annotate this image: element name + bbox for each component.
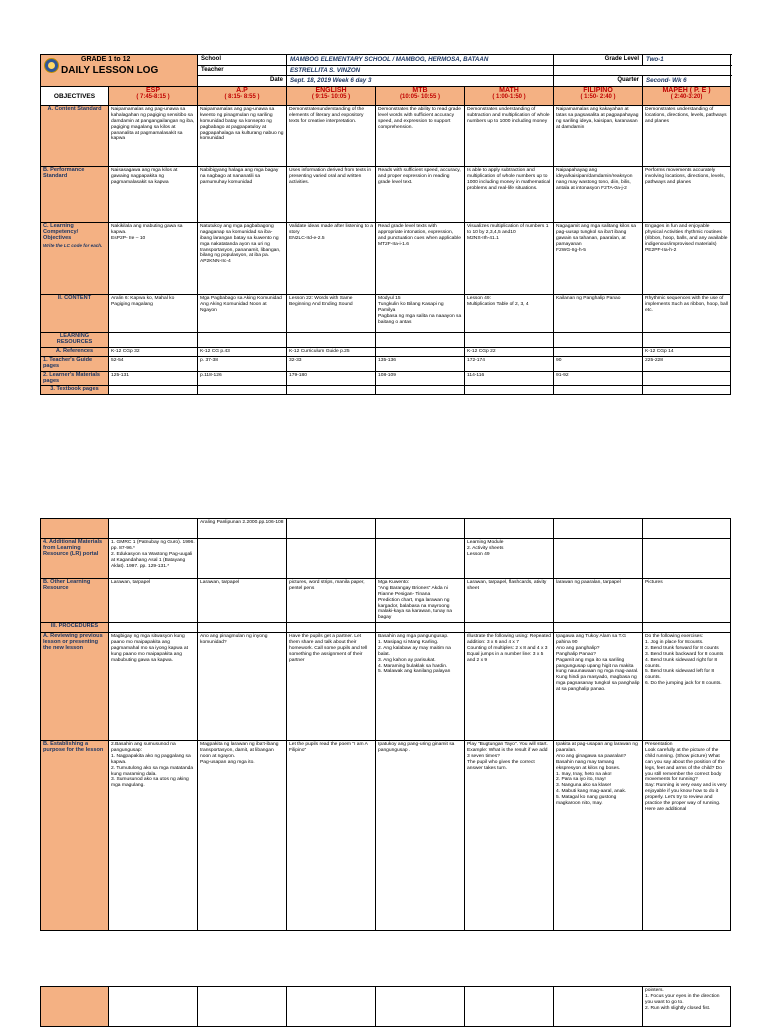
row-label (41, 295, 109, 333)
lesson-cell: 179-180 (287, 371, 376, 386)
lesson-cell: Ipakita at pag-usapan ang larawan ng paaralan. Ano ang ginagawa sa paaralan? Basahin nang may tamang ekspresyon at kilos ng boses. 1. Inay, Inay, heto na ako! 2. Para sa iyo ito, Inay! 3. Nanguna ako sa klase! 4. Mabuti kang mag-aaral, anak. 5. Matagal ko nang gustong magkaroon nito, Inay. (554, 741, 643, 931)
lesson-cell: Naipamamalas ang pag-unawa sa kahalagahan ng pagiging sensitibo sa damdamin at pangangailangan ng iba, pagiging magalang sa kilos at pananalita at pagmamalasakit sa kapwa (109, 106, 198, 167)
lesson-cell (109, 987, 198, 1027)
lesson-cell: Magpakita ng larawan ng iba't-ibang transportasyon, damit, at libangan noon at ngayon. Pag-usapan ang mga ito. (198, 741, 287, 931)
title-block (41, 55, 198, 87)
lesson-cell: Do the following exercises: 1. Jog in place for 8counts. 2. Bend trunk forward for 8 counts 3. Bend trunk backward for 8 counts 4. Bend trunk sideward right for 8 counts. 5. Bend trunk sideward left for 8 counts. 6. Do the jumping jack for 8 counts. (643, 633, 731, 741)
subject-header-filipino: FILIPINO ( 1:50- 2:40 ) (554, 87, 643, 106)
row-label (41, 371, 109, 386)
lesson-cell: Rhythmic sequences with the use of implements Such as ribbon, hoop, ball etc. (643, 295, 731, 333)
lesson-cell: Modyul 15 Tungkulin ko Bilang Kasapi ng Pamilya Pagbasa ng mga salita na naaayon sa baitang o antas (376, 295, 465, 333)
page1-row (41, 386, 731, 395)
lesson-cell (109, 519, 198, 539)
lesson-cell: Naipamamalas ang kakayahan at tatas sa pagsasalita at pagpapahayag ng sariling ideya, kaisipan, karanasan at damdamin (554, 106, 643, 167)
lesson-cell (109, 623, 198, 633)
lesson-cell (554, 623, 643, 633)
row-label (41, 223, 109, 295)
lesson-cell: Validate ideas made after listening to a story EN2LC-IId-e-2.5 (287, 223, 376, 295)
lesson-cell: Larawan, tarpapel (198, 579, 287, 623)
lesson-cell: Nakikilala ang mabuting gawa sa kapwa. EsP2P- IIe – 10 (109, 223, 198, 295)
row-label (41, 623, 109, 633)
grade-level-value: Two-1 (643, 55, 731, 66)
lesson-cell: K-12 CGp 22 (465, 348, 554, 357)
page2-row (41, 519, 731, 539)
subject-header-ap: A.P ( 8:15- 8:55 ) (198, 87, 287, 106)
row-label (41, 741, 109, 931)
lesson-cell (465, 386, 554, 395)
row-label-text: B. Other Learning Resource (43, 579, 91, 591)
row-label-text: 2. Learner's Materials pages (43, 371, 100, 384)
grade-range: GRADE 1 to 12 (81, 56, 131, 63)
row-label (41, 579, 109, 623)
lesson-cell: 1. GMRC 1 (Patnubay ng Guro). 1996. pp. 87-96.* 2. Edukasyon sa Wastong Pag-uugali at Kagandahang Asal 1 (Batayang Aklat). 1997. pp. 129-131.* (109, 539, 198, 579)
page-title: DAILY LESSON LOG (61, 65, 159, 76)
lesson-cell: 91-92 (554, 371, 643, 386)
row-label-text: A. Reviewing previous lesson or presenting the new lesson (43, 633, 103, 651)
lesson-cell: p.118-126 (198, 371, 287, 386)
lesson-log-table-page-1 (40, 54, 731, 395)
row-label-text: B. Performance Standard (43, 167, 85, 179)
lesson-cell (376, 623, 465, 633)
lesson-cell (376, 987, 465, 1027)
lesson-cell (198, 987, 287, 1027)
lesson-cell: K-12 CGp 32 (109, 348, 198, 357)
row-label (41, 167, 109, 223)
lesson-cell: 2.Basahin ang sumusunod na pangungusap: 1. Nagpapakita ako ng paggalang sa kapwa. 2. Tumutulong ako sa mga matatanda kung maraming dala. 3. Sumusunod ako sa utos ng aking mga magulang. (109, 741, 198, 931)
lesson-cell: pointers. 1. Focus your eyes in the direction you want to go to. 2. Run with slightly closed fist. (643, 987, 731, 1027)
page2-row (41, 633, 731, 741)
row-sublabel: Write the LC code for each. (43, 242, 103, 248)
lesson-cell: Let the pupils read the poem "I am A Filipino" (287, 741, 376, 931)
lesson-cell: Kailanan ng Panghalip Panao (554, 295, 643, 333)
lesson-cell: K-12 Curriculum Guide p.25 (287, 348, 376, 357)
lesson-cell: Ipatukoy ang pang-uring ginamit sa pangungusap . (376, 741, 465, 931)
page1-row (41, 295, 731, 333)
lesson-log-table-page-3 (40, 986, 731, 1027)
lesson-cell (287, 539, 376, 579)
lesson-cell (643, 623, 731, 633)
lesson-cell: 125-131 (109, 371, 198, 386)
lesson-cell: K-12 CG p.43 (198, 348, 287, 357)
lesson-cell: Mga Kuwento: "Ang Barangay Briones" Akda ni Rianne Pesigan- Tinana Prediction chart, mga larawan ng kargador, balabasa na mayroong malaki-kaya sa karawan, tunay na bagay (376, 579, 465, 623)
page2-row (41, 579, 731, 623)
lesson-cell: p. 37-38 (198, 357, 287, 372)
lesson-cell: Illustrate the following using: Repeated addition: 3 x 6 and 4 x 7 Counting of multiples: 2 x 8 and 4 x 3 Equal jumps in a number line: 3 x 5 and 2 x 9 (465, 633, 554, 741)
lesson-cell: Larawan, tarpapel (109, 579, 198, 623)
lesson-cell: Visualizes multiplication of numbers 1 to 10 by 2,3,4,5 and10 M2NS-IIh-41.1 (465, 223, 554, 295)
page1-row (41, 348, 731, 357)
lesson-cell: K-12 CGp 14 (643, 348, 731, 357)
lesson-cell: Demonstrates the ability to read grade level words with sufficient accuracy speed, and expression to support comprehension. (376, 106, 465, 167)
lesson-cell: Basahin ang mga pangungusap. 1. Masipag si Mang Karling. 2. Ang kalabaw ay may maitim na balat. 3. Ang kahon ay parisukat. 4. Maraming bulaklak sa hardin. 5. Malawak ang kanilang palayan (376, 633, 465, 741)
lesson-cell: Larawan, tarpapel, flashcards, ativity sheet (465, 579, 554, 623)
lesson-cell: Ipagawa ang Tukoy Alam sa T.G pahina 90 Ano ang panghalip? Panghalip Panao? Pagamit ang mga ito sa sariling pangungusap upang higit na makita kung nauunawaan ng mga mag-aaral. Kung hindi pa masyado, magbasa ng mga pagsasanay tungkol sa panghalip at sa panghalip panao. (554, 633, 643, 741)
lesson-cell (465, 333, 554, 348)
lesson-cell: Presentation Look carefully at the picture of the child running. (Show picture) What can you say about the position of the legs, feet and arms of the child? Do you still remember the correct body movements for running? Say: Running is very easy and is very enjoyable if you know how to do it properly. Let's try to review and practice the proper way of running. Here are additional (643, 741, 731, 931)
lesson-cell (287, 333, 376, 348)
lesson-cell: Magbigay ng mga sitwasyon kung paano mo maipapakita ang pagmamahal mo sa iyong kapwa at kung paano mo maipapakita ang mabubuting gawa sa kapwa. (109, 633, 198, 741)
lesson-cell (198, 333, 287, 348)
lesson-cell (643, 386, 731, 395)
row-label (41, 348, 109, 357)
date-value: Sept. 18, 2019 Week 6 day 3 (287, 76, 554, 87)
lesson-cell: pictures, word strips, manila paper, pentel pens (287, 579, 376, 623)
row-label-text: 3. Textbook pages (50, 386, 99, 393)
row-label-text: II. CONTENT (57, 295, 92, 301)
page1-row (41, 167, 731, 223)
deped-seal-icon (44, 58, 59, 73)
lesson-cell: Demonstrates understanding of locations, directions, levels, pathways and planes (643, 106, 731, 167)
lesson-cell (376, 386, 465, 395)
row-label (41, 987, 109, 1027)
lesson-cell (287, 519, 376, 539)
quarter-value: Second- Wk 6 (643, 76, 731, 87)
lesson-cell: Play "Bugtungan Tayo". You will start. Example: What is the result if we add 3 seven times? The pupil who gives the correct answer takes turn. (465, 741, 554, 931)
lesson-cell: Nabibigyang halaga ang mga bagay na nagbago at nananatili sa pamumuhay komunidad (198, 167, 287, 223)
row-label (41, 633, 109, 741)
lesson-cell (465, 987, 554, 1027)
lesson-cell (643, 371, 731, 386)
lesson-cell: Natutukoy ang mga pagbabagong nagaganap sa komunidad sa iba- ibang larangan batay sa kuwento ng mga nakatatanda ayon sa uri ng transportasyon, pananamit, libangan, bilang ng populasyon, at iba pa. AP2KNN-IIc-4 (198, 223, 287, 295)
lesson-cell: Nagagamit ang mga salitang kilos sa pag-uusap tungkol sa iba't ibang gawain sa tahanan, paaralan, at pamayanan F2WG-IIg-h-5 (554, 223, 643, 295)
page1-row (41, 371, 731, 386)
lesson-cell (287, 987, 376, 1027)
page2-row (41, 539, 731, 579)
lesson-cell: Reads with sufficient speed, accuracy, and proper expression in reading grade level text. (376, 167, 465, 223)
school-label: School (198, 55, 287, 66)
lesson-cell: Naipamamalas ang pag-unawa sa kwento ng pinagmulan ng sariling komunidad batay sa konsepto ng pagbabago at pagpapatuloy at pagpapahalaga sa kulturang nabuo ng komunidad (198, 106, 287, 167)
lesson-cell (465, 623, 554, 633)
row-label (41, 333, 109, 348)
lesson-cell: Araling Panlipunan 2.2000.pp.106-108 (198, 519, 287, 539)
lesson-cell (554, 987, 643, 1027)
lesson-cell (376, 348, 465, 357)
lesson-cell: Pictures (643, 579, 731, 623)
lesson-cell (554, 386, 643, 395)
lesson-cell: 135-136 (376, 357, 465, 372)
quarter-label: Quarter (554, 76, 643, 87)
lesson-cell (109, 333, 198, 348)
lesson-cell: 52-54 (109, 357, 198, 372)
lesson-cell: Lesson 22: Words with Same Beginning And Ending Sound (287, 295, 376, 333)
objectives-label: OBJECTIVES (41, 87, 109, 106)
lesson-cell: Learning Module 2. Activity sheets Lesson 49 (465, 539, 554, 579)
row-label-text: III. PROCEDURES (50, 623, 99, 630)
row-label-text: A. References (55, 348, 94, 354)
row-label-text: 1. Teacher's Guide pages (43, 357, 93, 369)
page1-row (41, 333, 731, 348)
lesson-cell: Demonstratesunderstanding of the elements of literary and expository texts for creative interpretation. (287, 106, 376, 167)
lesson-cell: 32-33 (287, 357, 376, 372)
row-label-text: A. Content Standard (47, 106, 102, 112)
page1-row (41, 223, 731, 295)
row-label (41, 539, 109, 579)
page3-row (41, 987, 731, 1027)
lesson-cell: Engages in fun and enjoyable physical Activities rhythmic routines (ribbon, hoop, balls, and any available indigenous/improvised materials) PE2PF-IIa-h-2 (643, 223, 731, 295)
lesson-cell: Demonstrates understanding of subtraction and multiplication of whole numbers up to 1000 including money (465, 106, 554, 167)
lesson-cell (554, 348, 643, 357)
row-label (41, 519, 109, 539)
lesson-cell: Performs movements accurately involving locations, directions, levels, pathways and planes (643, 167, 731, 223)
page1-row (41, 357, 731, 372)
lesson-cell (376, 519, 465, 539)
lesson-cell: Uses information derived from texts in presenting varied oral and written activities. (287, 167, 376, 223)
subject-header-math: MATH ( 1:00-1:50 ) (465, 87, 554, 106)
lesson-cell: Read grade level texts with appropriate intonation, expression, and punctuation cues when applicable MT2F-IIa-i-1.6 (376, 223, 465, 295)
row-label (41, 386, 109, 395)
page2-row (41, 741, 731, 931)
teacher-label: Teacher (198, 65, 287, 76)
subject-header-english: ENGLISH ( 9:15- 10:05 ) (287, 87, 376, 106)
subject-header-mapeh: MAPEH ( P. E ) ( 2:40-3:20) (643, 87, 731, 106)
lesson-cell (198, 386, 287, 395)
date-label: Date (198, 76, 287, 87)
lesson-cell: Is able to apply subtraction and multiplication of whole numbers up to 1000 including money in mathematical problems and real-life situations. (465, 167, 554, 223)
lesson-cell (198, 539, 287, 579)
lesson-cell: 225-228 (643, 357, 731, 372)
lesson-cell (376, 333, 465, 348)
row-label-text: 4. Additional Materials from Learning Resource (LR) portal (43, 539, 103, 557)
lesson-cell: Naisasagawa ang mga kilos at gawaing nagpapakita ng pagmamalasakit sa kapwa (109, 167, 198, 223)
row-label-text: B. Establishing a purpose for the lesson (43, 741, 104, 753)
lesson-cell (643, 333, 731, 348)
lesson-cell (643, 519, 731, 539)
lesson-log-table-page-2 (40, 518, 731, 931)
lesson-cell: 90 (554, 357, 643, 372)
lesson-cell (554, 333, 643, 348)
lesson-cell (554, 539, 643, 579)
lesson-cell (287, 386, 376, 395)
row-label (41, 357, 109, 372)
row-label-text: C. Learning Competency/ Objectives (43, 223, 79, 241)
lesson-cell: 114-116 (465, 371, 554, 386)
blank-header-cell (554, 65, 731, 76)
lesson-cell: Lesson 49: Multiplication Table of 2, 3, 4 (465, 295, 554, 333)
lesson-cell (376, 539, 465, 579)
lesson-cell (109, 386, 198, 395)
lesson-cell: 108-109 (376, 371, 465, 386)
lesson-cell (287, 623, 376, 633)
lesson-cell (198, 623, 287, 633)
lesson-cell: Naipapahayag ang ideya/kaisipan/damdamin/reaksyon nang may wastong tono, diin, bilis, antala at intonasyon F2TA-0a-j-2 (554, 167, 643, 223)
lesson-cell (643, 539, 731, 579)
subject-header-mtb: MTB (10:05- 10:55 ) (376, 87, 465, 106)
grade-level-label: Grade Level (554, 55, 643, 66)
row-label-text: LEARNING RESOURCES (56, 333, 93, 345)
lesson-cell (554, 519, 643, 539)
lesson-cell: Aralin 6: Kapwa ko, Mahal ko Pagiging magalang (109, 295, 198, 333)
lesson-cell: Have the pupils get a partner. Let them share and talk about their homework. Call some pupils and tell something the assignment of their partner (287, 633, 376, 741)
page2-row (41, 623, 731, 633)
teacher-value: ESTRELLITA S. VINZON (287, 65, 554, 76)
lesson-cell: 172-174 (465, 357, 554, 372)
subject-header-esp: ESP ( 7:45-8:15 ) (109, 87, 198, 106)
page1-row (41, 106, 731, 167)
lesson-cell: larawan ng paaralan, tarpapel (554, 579, 643, 623)
lesson-cell: Ano ang pinagmulan ng inyong komunidad? (198, 633, 287, 741)
row-label (41, 106, 109, 167)
lesson-cell (465, 519, 554, 539)
school-value: MAMBOG ELEMENTARY SCHOOL / MAMBOG, HERMOSA, BATAAN (287, 55, 554, 66)
lesson-cell: Mga Pagbabago sa Aking Komunidad Ang Aking Komunidad Noon at Ngayon (198, 295, 287, 333)
